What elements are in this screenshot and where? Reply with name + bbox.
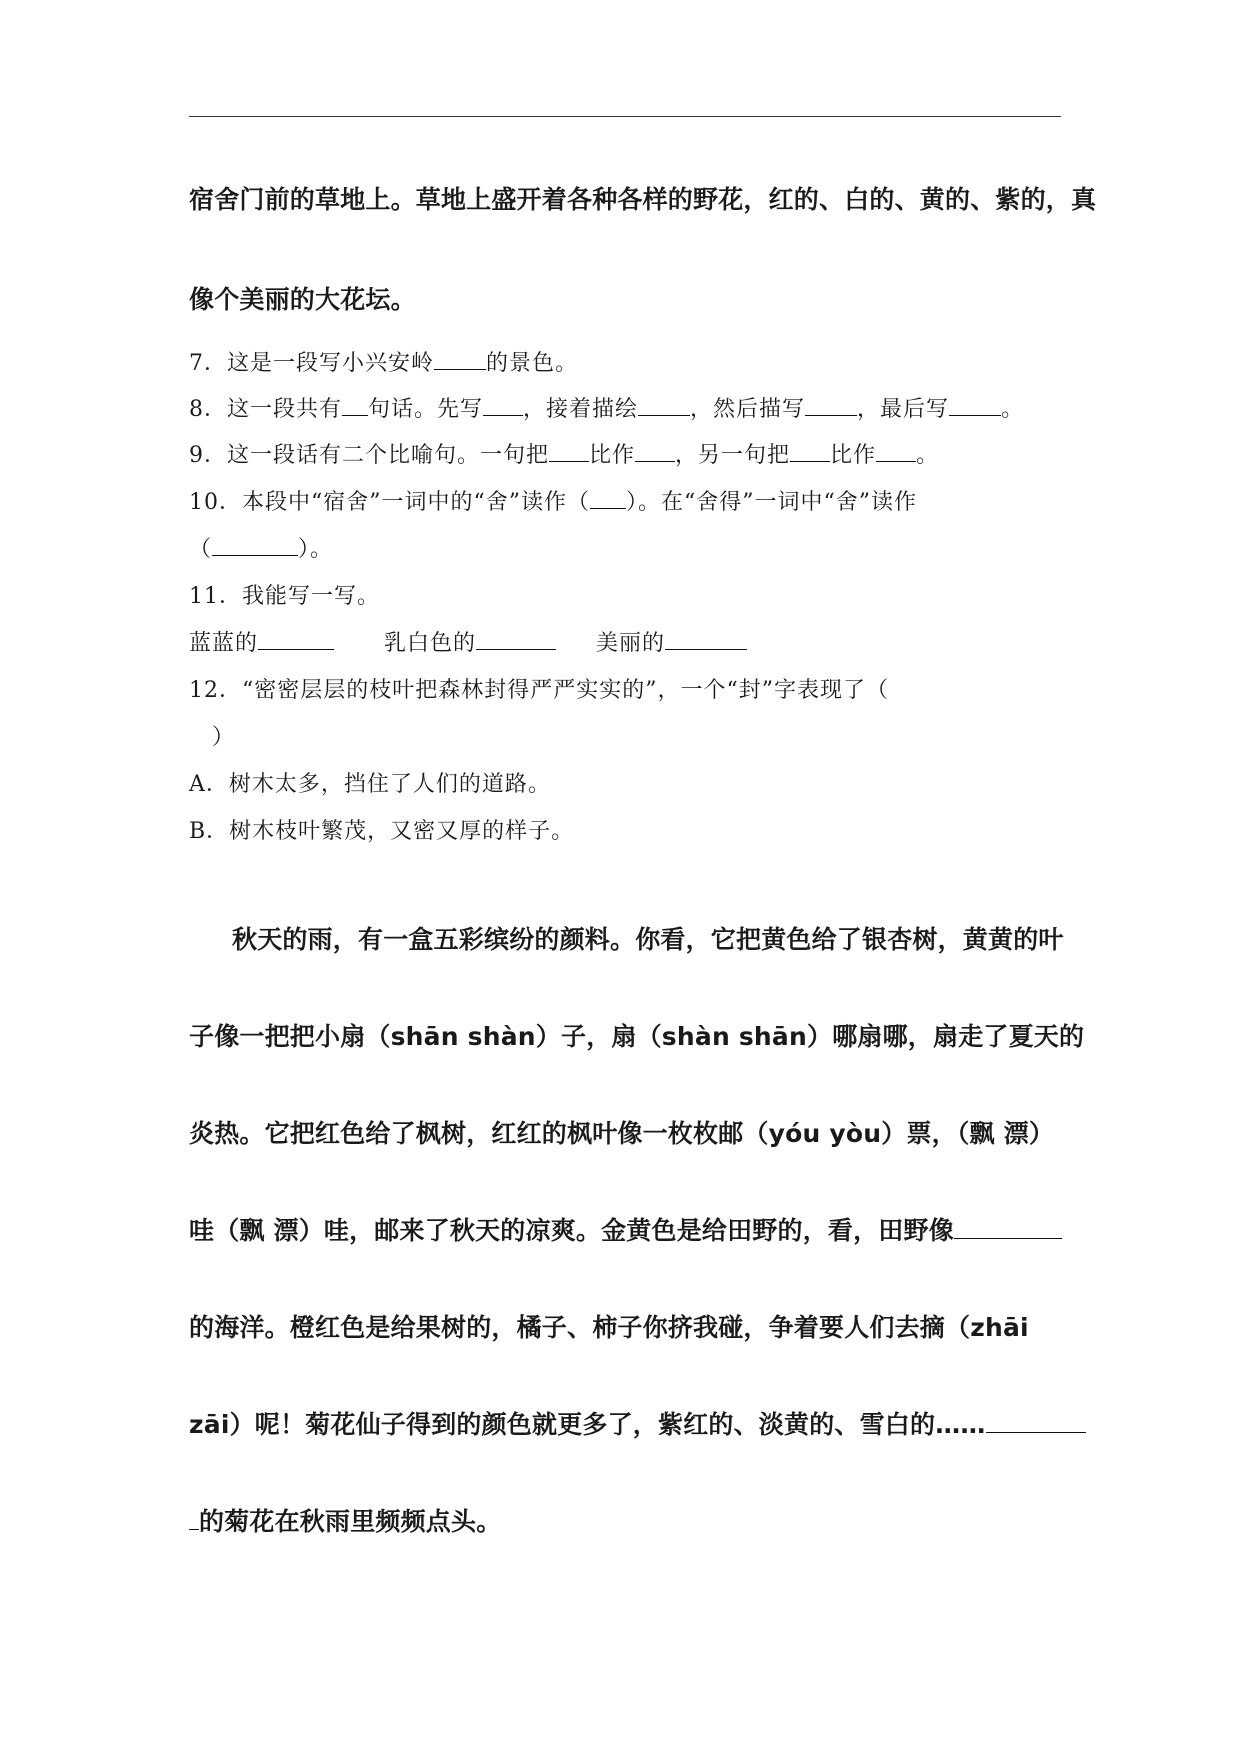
question-11-words: 蓝蓝的 乳白色的 美丽的: [189, 626, 747, 657]
question-9: 9．这一段话有二个比喻句。一句把 比作 ，另一句把 比作 。: [189, 438, 939, 469]
answer-blank[interactable]: [549, 438, 589, 462]
answer-blank[interactable]: [954, 1212, 1062, 1239]
passage2-line7: 的菊花在秋雨里频频点头。: [189, 1502, 501, 1538]
answer-blank[interactable]: [805, 392, 857, 416]
answer-blank[interactable]: [483, 392, 523, 416]
question-10: 10．本段中“宿舍”一词中的“舍”读作（ ）。在“舍得”一词中“舍”读作: [189, 485, 917, 516]
answer-blank[interactable]: [665, 626, 747, 650]
answer-blank[interactable]: [434, 346, 486, 370]
passage1-line2: 像个美丽的大花坛。: [189, 285, 416, 314]
answer-blank[interactable]: [212, 532, 298, 556]
answer-blank[interactable]: [342, 392, 368, 416]
passage2-line4: 哇（飘 漂）哇，邮来了秋天的凉爽。金黄色是给田野的，看，田野像: [189, 1211, 1062, 1247]
answer-blank[interactable]: [590, 485, 626, 509]
answer-blank[interactable]: [949, 392, 1001, 416]
question-8: 8．这一段共有 句话。先写 ，接着描绘 ，然后描写 ，最后写 。: [189, 392, 1024, 423]
passage2-line2: 子像一把把小扇（shān shàn）子，扇（shàn shān）哪扇哪，扇走了夏天的: [189, 1022, 1085, 1051]
question-11-title: 11．我能写一写。: [189, 584, 380, 609]
option-b[interactable]: B．树木枝叶繁茂，又密又厚的样子。: [189, 819, 575, 844]
question-12-close: ）: [212, 725, 236, 750]
passage2-line1: 秋天的雨，有一盒五彩缤纷的颜料。你看，它把黄色给了银杏树，黄黄的叶: [232, 925, 1064, 954]
passage1-line1: 宿舍门前的草地上。草地上盛开着各种各样的野花，红的、白的、黄的、紫的，真: [189, 185, 1097, 214]
answer-blank[interactable]: [189, 1503, 199, 1530]
question-12-stem: 12．“密密层层的枝叶把森林封得严严实实的”，一个“封”字表现了（: [189, 678, 889, 703]
passage2-line3: 炎热。它把红色给了枫树，红红的枫叶像一枚枚邮（yóu yòu）票，（飘 漂）: [189, 1119, 1055, 1148]
answer-blank[interactable]: [258, 626, 334, 650]
passage2-line6: zāi）呢！菊花仙子得到的颜色就更多了，紫红的、淡黄的、雪白的……: [189, 1405, 1086, 1441]
option-a[interactable]: A．树木太多，挡住了人们的道路。: [189, 772, 551, 797]
passage2-line5: 的海洋。橙红色是给果树的，橘子、柿子你挤我碰，争着要人们去摘（zhāi: [189, 1313, 1029, 1342]
answer-blank[interactable]: [638, 392, 690, 416]
question-7: 7．这是一段写小兴安岭 的景色。: [189, 346, 578, 377]
answer-blank[interactable]: [986, 1406, 1086, 1433]
answer-blank[interactable]: [790, 438, 830, 462]
answer-blank[interactable]: [476, 626, 556, 650]
answer-blank[interactable]: [876, 438, 916, 462]
header-rule: [189, 116, 1061, 117]
answer-blank[interactable]: [635, 438, 675, 462]
question-10-continued: （ ）。: [189, 532, 333, 563]
